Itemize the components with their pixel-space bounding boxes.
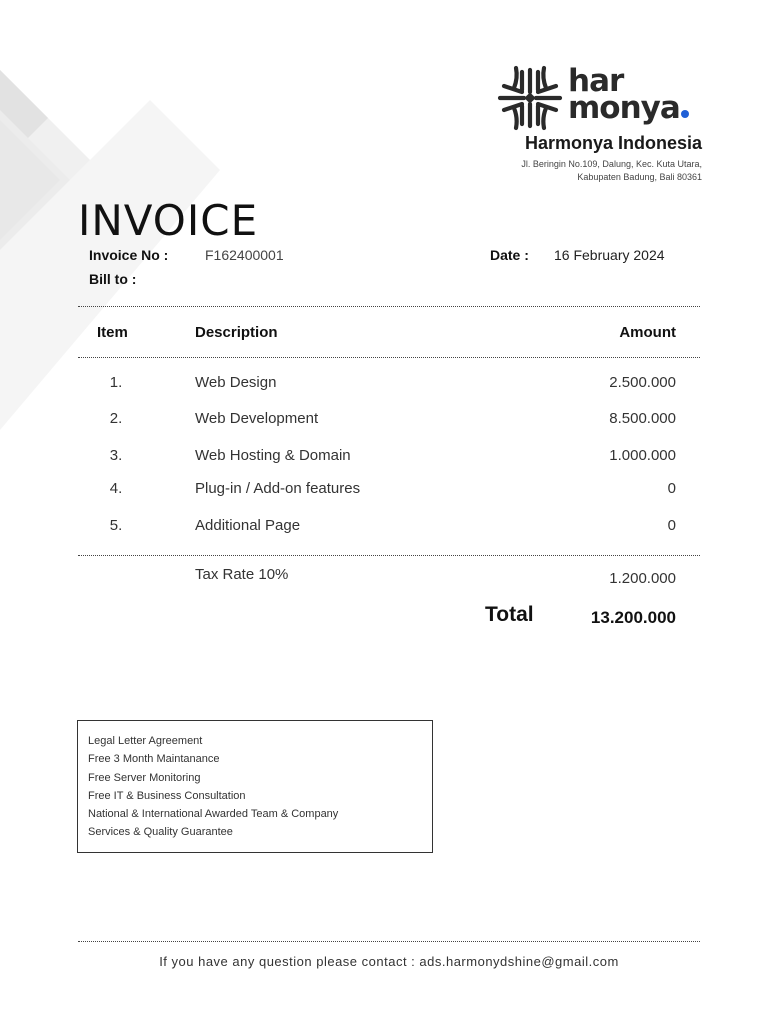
header-item: Item bbox=[97, 324, 128, 341]
row-number: 4. bbox=[109, 480, 123, 497]
list-item: Free Server Monitoring bbox=[88, 771, 201, 784]
bill-to-label: Bill to : bbox=[89, 271, 137, 287]
company-name: Harmonya Indonesia bbox=[524, 133, 702, 153]
header-description: Description bbox=[195, 324, 278, 341]
row-number: 2. bbox=[109, 410, 123, 427]
logo-dot bbox=[681, 110, 689, 118]
invoice-number: F162400001 bbox=[205, 247, 284, 263]
invoice-number-label: Invoice No : bbox=[89, 247, 169, 263]
row-description: Web Hosting & Domain bbox=[195, 447, 351, 464]
list-item: Legal Letter Agreement bbox=[88, 735, 203, 747]
header-amount: Amount bbox=[619, 324, 676, 341]
logo-wordmark: har monya bbox=[568, 68, 689, 122]
row-number: 1. bbox=[109, 374, 123, 391]
date-label: Date : bbox=[490, 247, 529, 263]
tax-amount: 1.200.000 bbox=[609, 570, 676, 587]
list-item: Free 3 Month Maintanance bbox=[88, 753, 220, 766]
divider bbox=[78, 941, 700, 942]
tax-label: Tax Rate 10% bbox=[195, 566, 289, 583]
row-description: Additional Page bbox=[195, 517, 301, 534]
terms-box bbox=[77, 720, 433, 853]
invoice-date: 16 February 2024 bbox=[554, 247, 665, 263]
row-number: 5. bbox=[109, 517, 123, 534]
company-logo bbox=[494, 62, 704, 138]
snowflake-logo-icon bbox=[494, 62, 566, 134]
row-amount: 0 bbox=[667, 480, 676, 497]
invoice-title: INVOICE bbox=[78, 196, 259, 245]
total-label: Total bbox=[485, 603, 534, 626]
list-item: Services & Quality Guarantee bbox=[88, 826, 233, 839]
list-item: National & International Awarded Team & Company bbox=[88, 808, 339, 821]
row-description: Web Design bbox=[195, 374, 277, 391]
row-amount: 0 bbox=[667, 517, 676, 534]
divider bbox=[78, 357, 700, 358]
row-amount: 2.500.000 bbox=[609, 374, 676, 391]
row-amount: 8.500.000 bbox=[609, 410, 676, 427]
list-item: Free IT & Business Consultation bbox=[88, 789, 246, 802]
row-number: 3. bbox=[109, 447, 123, 464]
total-amount: 13.200.000 bbox=[590, 608, 676, 627]
row-description: Plug-in / Add-on features bbox=[195, 480, 361, 497]
divider bbox=[78, 306, 700, 307]
company-address: Jl. Beringin No.109, Dalung, Kec. Kuta Utara, Kabupaten Badung, Bali 80361 bbox=[521, 159, 702, 182]
footer-contact: If you have any question please contact : ads.harmonydshine@gmail.com bbox=[159, 954, 619, 969]
row-amount: 1.000.000 bbox=[609, 447, 676, 464]
row-description: Web Development bbox=[195, 410, 319, 427]
divider bbox=[78, 555, 700, 556]
